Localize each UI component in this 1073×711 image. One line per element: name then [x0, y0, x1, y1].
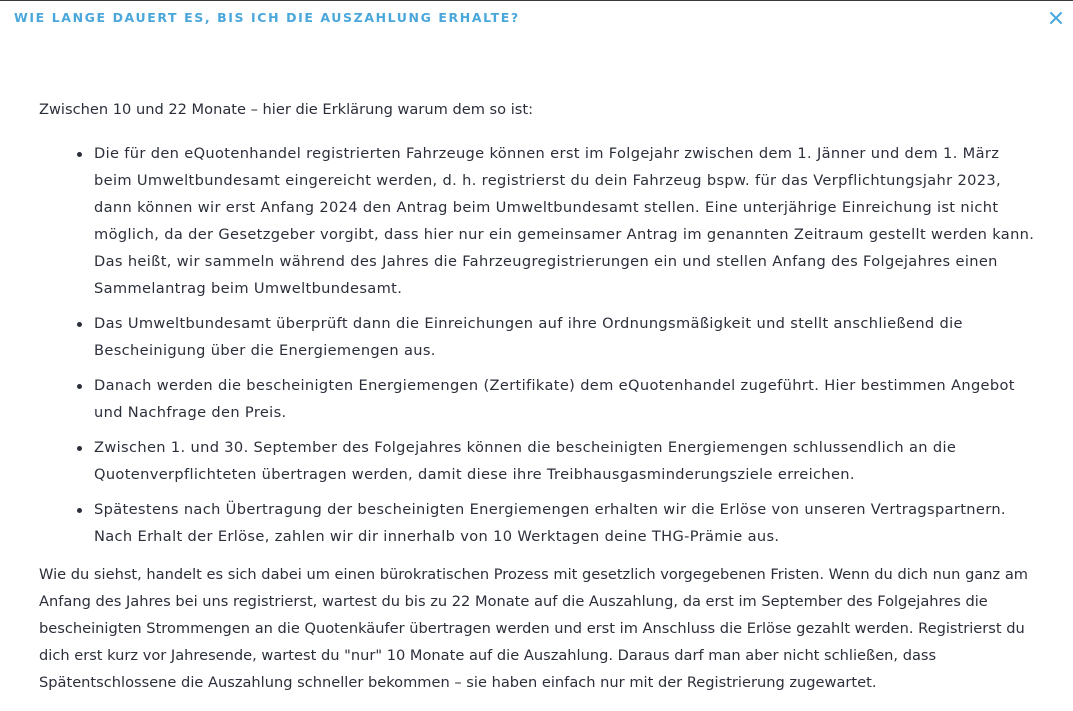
faq-answer	[39, 96, 1039, 696]
faq-question-title[interactable]: WIE LANGE DAUERT ES, BIS ICH DIE AUSZAHLUNG ERHALTE?	[14, 10, 520, 25]
list-item: Das Umweltbundesamt überprüft dann die Einreichungen auf ihre Ordnungsmäßigkeit und stellt anschließend die Bescheinigung über die Energiemengen aus.	[94, 310, 1039, 364]
answer-conclusion: Wie du siehst, handelt es sich dabei um einen bürokratischen Prozess mit gesetzlich vorgegebenen Fristen. Wenn du dich nun ganz am Anfang des Jahres bei uns registrierst, wartest du bis zu 22 Monate auf die Auszahlung, da erst im September des Folgejahres die bescheinigten Strommengen an die Quotenkäufer übertragen werden und erst im Anschluss die Erlöse gezahlt werden. Registrierst du dich erst kurz vor Jahresende, wartest du "nur" 10 Monate auf die Auszahlung. Daraus darf man aber nicht schließen, dass Spätentschlossene die Auszahlung schneller bekommen – sie haben einfach nur mit der Registrierung zugewartet.	[39, 566, 1028, 691]
list-item: Die für den eQuotenhandel registrierten Fahrzeuge können erst im Folgejahr zwischen dem 1. Jänner und dem 1. März beim Umweltbundesamt eingereicht werden, d. h. registrierst du dein Fahrzeug bspw. für das Verpflichtungsjahr 2023, dann können wir erst Anfang 2024 den Antrag beim Umweltbundesamt stellen. Eine unterjährige Einreichung ist nicht möglich, da der Gesetzgeber vorgibt, dass hier nur ein gemeinsamer Antrag im genannten Zeitraum gestellt werden kann. Das heißt, wir sammeln während des Jahres die Fahrzeugregistrierungen ein und stellen Anfang des Folgejahres einen Sammelantrag beim Umweltbundesamt.	[94, 140, 1039, 302]
close-icon[interactable]	[1047, 9, 1065, 27]
answer-intro: Zwischen 10 und 22 Monate – hier die Erklärung warum dem so ist:	[39, 101, 534, 118]
faq-header[interactable]	[0, 1, 1073, 35]
answer-bullet-list	[94, 140, 1039, 550]
list-item: Danach werden die bescheinigten Energiemengen (Zertifikate) dem eQuotenhandel zugeführt. Hier bestimmen Angebot und Nachfrage den Preis.	[94, 372, 1039, 426]
close-button[interactable]	[1047, 9, 1065, 27]
list-item: Spätestens nach Übertragung der bescheinigten Energiemengen erhalten wir die Erlöse von unseren Vertragspartnern. Nach Erhalt der Erlöse, zahlen wir dir innerhalb von 10 Werktagen deine THG-Prämie aus.	[94, 496, 1039, 550]
list-item: Zwischen 1. und 30. September des Folgejahres können die bescheinigten Energiemengen schlussendlich an die Quotenverpflichteten übertragen werden, damit diese ihre Treibhausgasminderungsziele erreichen.	[94, 434, 1039, 488]
